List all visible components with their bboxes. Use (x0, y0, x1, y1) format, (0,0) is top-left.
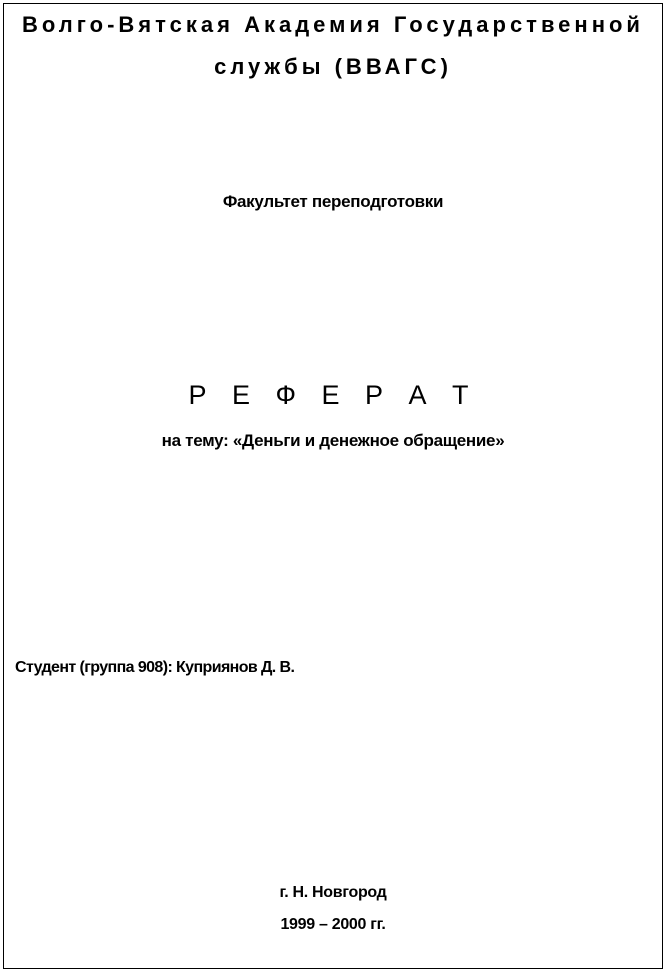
city-name: г. Н. Новгород (279, 884, 387, 901)
academy-name-line-1: Волго-Вятская Академия Государственной (22, 12, 644, 37)
academy-name-line-2: службы (ВВАГС) (214, 54, 452, 79)
student-info: Студент (группа 908): Куприянов Д. В. (15, 659, 295, 676)
document-type-title: Р Е Ф Е Р А Т (188, 380, 478, 410)
title-page-frame (3, 3, 663, 969)
faculty-name: Факультет переподготовки (222, 192, 444, 211)
essay-topic: на тему: «Деньги и денежное обращение» (161, 431, 505, 450)
academic-years: 1999 – 2000 гг. (280, 916, 386, 933)
